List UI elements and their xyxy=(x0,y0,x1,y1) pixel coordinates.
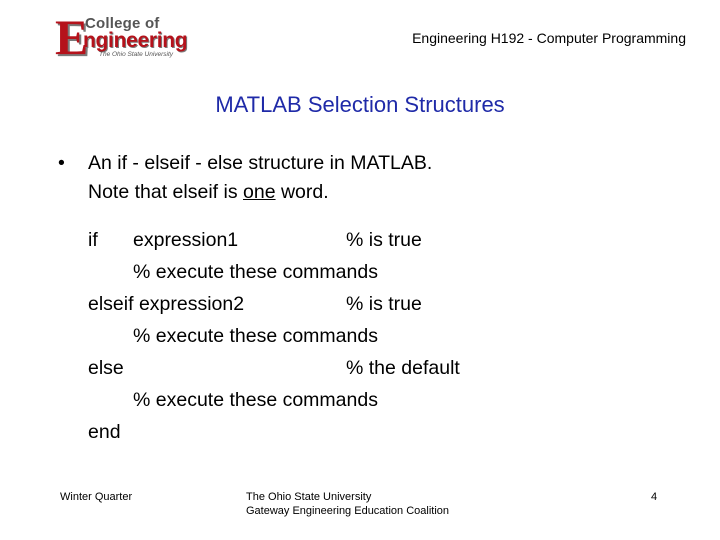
code-comment: % the default xyxy=(346,357,460,379)
college-of-engineering-logo xyxy=(55,9,205,65)
code-comment: % is true xyxy=(346,293,422,315)
bullet-dot: • xyxy=(58,152,65,174)
bullet-text xyxy=(88,149,432,207)
underlined-word: one xyxy=(243,181,276,203)
code-comment: % execute these commands xyxy=(133,261,378,283)
logo-engineering: ngineering xyxy=(83,29,188,52)
code-keyword: if xyxy=(88,229,98,251)
bullet-line-2-pre: Note that elseif is xyxy=(88,181,243,203)
page-number: 4 xyxy=(651,491,658,503)
footer-institution xyxy=(246,490,449,518)
logo-e: E xyxy=(55,9,89,65)
footer-quarter: Winter Quarter xyxy=(60,491,133,503)
code-comment: % execute these commands xyxy=(133,325,378,347)
code-comment: % execute these commands xyxy=(133,389,378,411)
code-keyword-expression: elseif expression2 xyxy=(88,293,245,315)
code-keyword: else xyxy=(88,357,124,379)
bullet-line-1: An if - elseif - else structure in MATLAB. xyxy=(88,152,433,174)
footer-coalition: Gateway Engineering Education Coalition xyxy=(246,505,450,517)
code-comment: % is true xyxy=(346,229,422,251)
bullet-line-2 xyxy=(88,178,432,207)
logo-osu: The Ohio State University xyxy=(99,51,174,58)
footer-university: The Ohio State University xyxy=(246,491,372,503)
logo-college: College of xyxy=(85,15,160,32)
header-course-title: Engineering H192 - Computer Programming xyxy=(412,30,686,46)
bullet-line-2-post: word. xyxy=(275,181,329,203)
code-keyword: end xyxy=(88,421,121,443)
code-expression: expression1 xyxy=(133,229,239,251)
slide-title: MATLAB Selection Structures xyxy=(215,92,505,117)
